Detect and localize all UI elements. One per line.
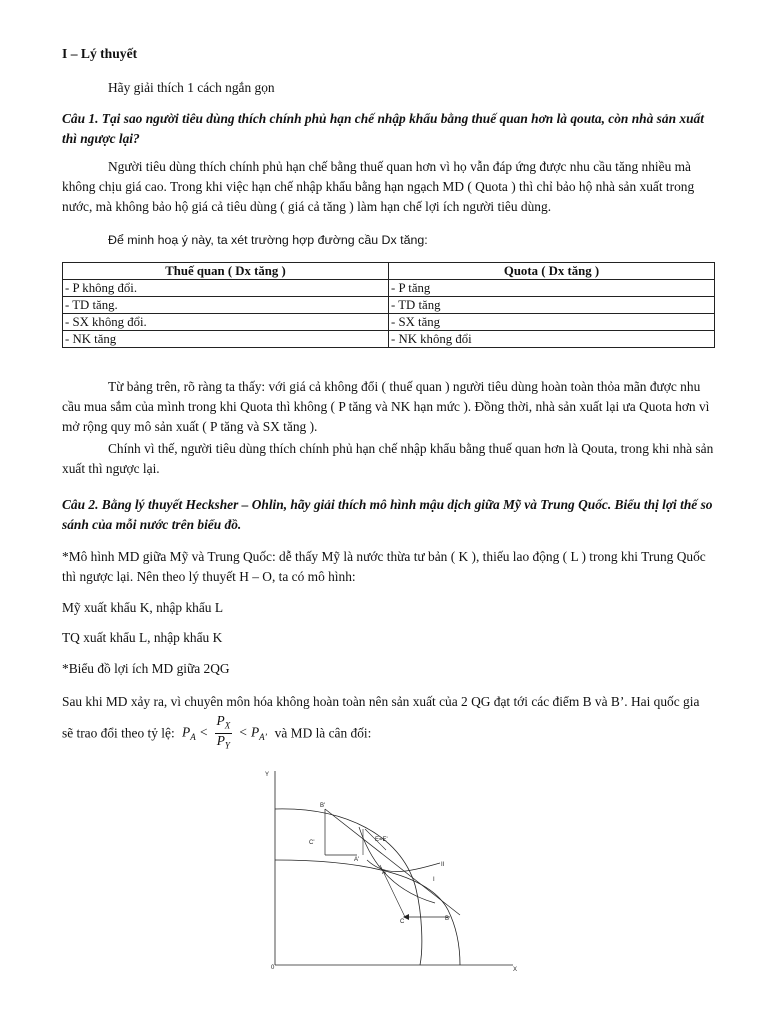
table-cell: - NK tăng <box>63 331 389 348</box>
terms-of-trade-line <box>325 809 460 915</box>
y-axis-label: Y <box>265 772 270 778</box>
exchange-formula <box>182 714 267 755</box>
after-trade-text: Sau khi MD xảy ra, vì chuyên môn hóa không hoàn toàn nên sản xuất của 2 QG đạt tới các điểm B và B’. Hai quốc gia <box>62 694 700 709</box>
label-e: E=E' <box>375 837 388 843</box>
indifference-curve-i <box>359 827 435 903</box>
formula-num-sub: X <box>224 720 231 731</box>
trade-diagram <box>255 765 525 975</box>
exchange-suffix: và MD là cân đối: <box>274 725 372 741</box>
question-2-title: Câu 2. Bằng lý thuyết Hecksher – Ohlin, hãy giải thích mô hình mậu dịch giữa Mỹ và Trung Quốc. Biểu thị lợi thế so sánh của mỗi nước trên biểu đồ. <box>62 497 713 532</box>
chart-heading: *Biểu đồ lợi ích MD giữa 2QG <box>62 661 230 676</box>
section-title: I – Lý thuyết <box>62 46 138 61</box>
table-cell: - TD tăng. <box>63 297 389 314</box>
table-header-row <box>63 263 715 280</box>
label-a-prime: A' <box>354 857 360 863</box>
formula-pa: P <box>182 724 191 740</box>
table-header-tariff: Thuế quan ( Dx tăng ) <box>63 263 389 280</box>
comparison-table <box>62 262 715 348</box>
exchange-prefix: sẽ trao đổi theo tỷ lệ: <box>62 725 175 741</box>
label-b-prime: B' <box>320 803 326 809</box>
table-row <box>63 331 715 348</box>
formula-pa2: P <box>250 724 260 740</box>
label-c: C <box>400 919 405 925</box>
x-axis-label: X <box>513 967 518 973</box>
indifference-curve-ii <box>367 860 440 872</box>
table-cell: - SX không đổi. <box>63 314 389 331</box>
formula-den: P <box>216 732 225 748</box>
line-us: Mỹ xuất khẩu K, nhập khẩu L <box>62 600 224 615</box>
line-cn: TQ xuất khẩu L, nhập khẩu K <box>62 630 223 645</box>
formula-den-sub: Y <box>224 740 230 751</box>
question-2-model: *Mô hình MD giữa Mỹ và Trung Quốc: dễ thấy Mỹ là nước thừa tư bản ( K ), thiếu lao động ( L ) trong khi Trung Quốc thì ngược lại. Nên theo lý thuyết H – O, ta có mô hình: <box>62 549 706 584</box>
formula-fraction <box>215 714 233 752</box>
table-cell: - NK không đổi <box>389 331 715 348</box>
table-row <box>63 280 715 297</box>
question-1-title: Câu 1. Tại sao người tiêu dùng thích chính phủ hạn chế nhập khẩu bằng thuế quan hơn là qouta, còn nhà sản xuất thì ngược lại? <box>62 111 704 146</box>
formula-pa-sub: A <box>190 731 196 742</box>
label-a: A <box>382 870 387 876</box>
table-cell: - P tăng <box>389 280 715 297</box>
ppf-curve-2 <box>275 860 460 965</box>
table-header-quota: Quota ( Dx tăng ) <box>389 263 715 280</box>
table-cell: - TD tăng <box>389 297 715 314</box>
origin-label: 0 <box>271 965 275 971</box>
question-1-illustrate: Để minh hoạ ý này, ta xét trường hợp đường cầu Dx tăng: <box>108 233 428 247</box>
formula-lt-1: < <box>199 724 209 740</box>
label-ii: II <box>441 862 445 868</box>
table-cell: - SX tăng <box>389 314 715 331</box>
label-c-prime: C' <box>309 840 315 846</box>
label-b: B <box>445 916 450 922</box>
instruction-text: Hãy giải thích 1 cách ngắn gọn <box>108 80 275 95</box>
table-row <box>63 297 715 314</box>
table-cell: - P không đổi. <box>63 280 389 297</box>
ppf-curve-1 <box>275 809 422 965</box>
formula-num: P <box>216 713 225 728</box>
formula-pa2-sub: A’ <box>259 731 268 742</box>
question-1-conclusion-2: Chính vì thế, người tiêu dùng thích chính phủ hạn chế nhập khẩu bằng thuế quan hơn là Qouta, trong khi nhà sản xuất thì ngược lại. <box>62 441 714 476</box>
question-1-conclusion-1: Từ bảng trên, rõ ràng ta thấy: với giá cả không đổi ( thuế quan ) người tiêu dùng hoàn toàn thỏa mãn được nhu cầu mua sắm của mình trong khi Quota thì không ( P tăng và NK hạn mức ). Đồng thời, nhà sản xuất lại ưa Quota hơn vì mở rộng quy mô sản xuất ( P tăng và SX tăng ). <box>62 379 710 434</box>
question-1-answer: Người tiêu dùng thích chính phủ hạn chế bằng thuế quan hơn vì họ vẫn đáp ứng được nhu cầu tăng nhiều mà không chịu giá cao. Trong khi việc hạn chế nhập khẩu bằng hạn ngạch MD ( Quota ) thì chỉ bảo hộ nhà sản xuất trong nước, mà không bảo hộ giá cả tiêu dùng ( giá cả tăng ) làm hạn chế lợi ích người tiêu dùng. <box>62 159 695 214</box>
label-i: I <box>433 877 435 883</box>
table-row <box>63 314 715 331</box>
exchange-ratio-line <box>62 714 714 755</box>
formula-lt-2: < <box>238 724 248 740</box>
